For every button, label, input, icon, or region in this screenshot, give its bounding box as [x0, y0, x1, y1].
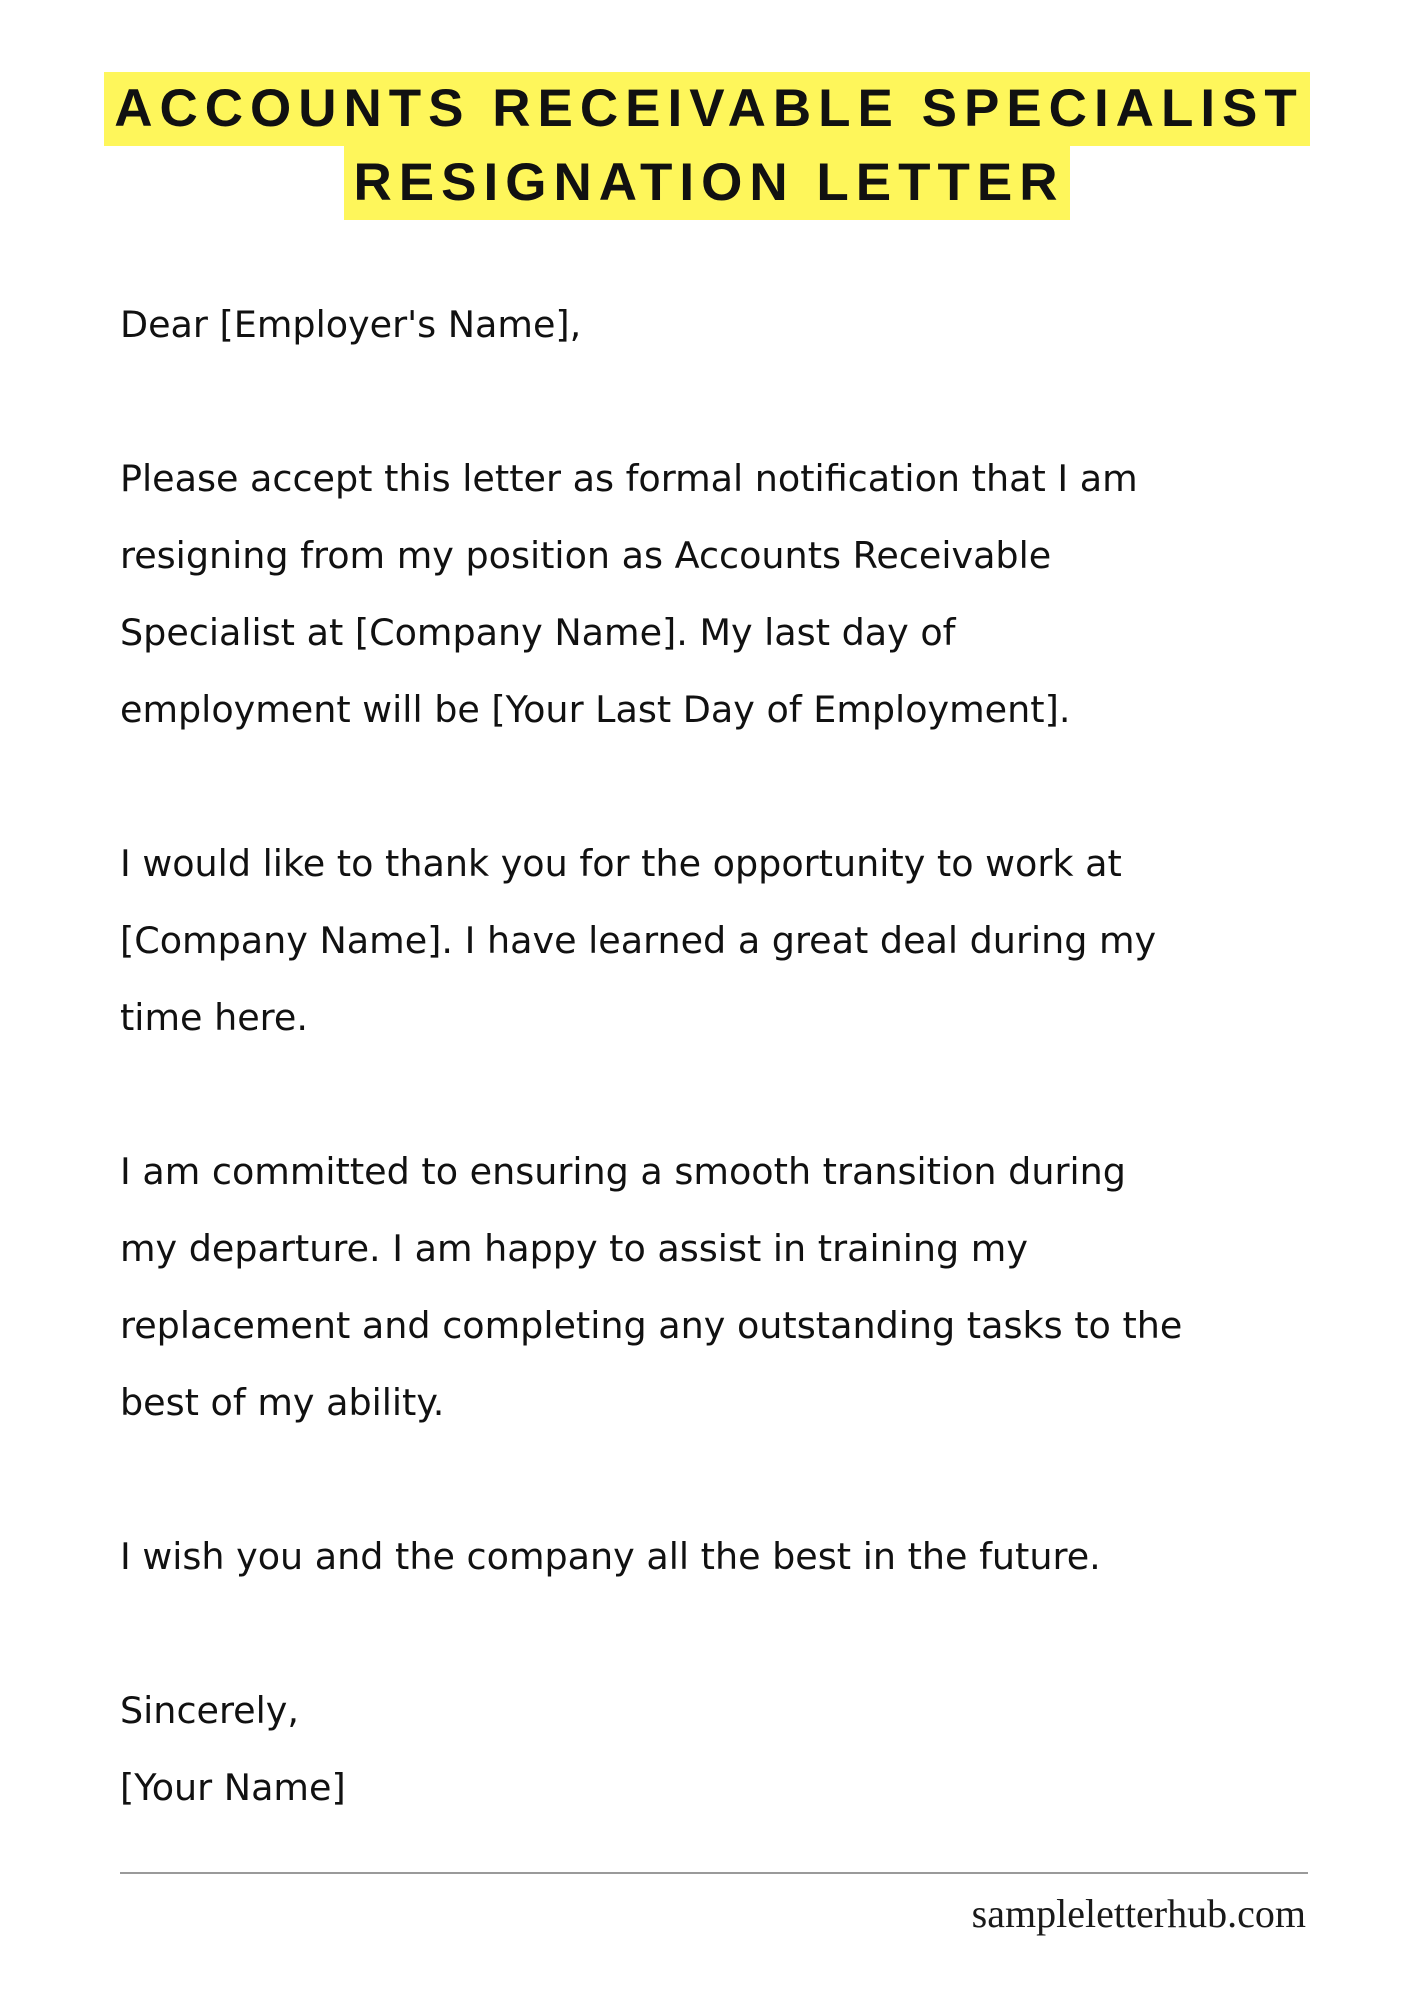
paragraph-line: replacement and completing any outstanding tasks to the — [120, 1304, 1183, 1347]
footer-divider — [120, 1872, 1308, 1874]
paragraph-line: time here. — [120, 996, 308, 1039]
letter-body — [120, 286, 1360, 1826]
paragraph-line: Specialist at [Company Name]. My last day of — [120, 611, 956, 654]
paragraph-line: [Company Name]. I have learned a great deal during my — [120, 919, 1157, 962]
title-line-1: ACCOUNTS RECEIVABLE SPECIALIST — [104, 72, 1310, 146]
document-title — [0, 72, 1414, 220]
paragraph-transition — [120, 1133, 1360, 1441]
paragraph-line: employment will be [Your Last Day of Employment]. — [120, 688, 1071, 731]
signature-placeholder: [Your Name] — [120, 1766, 346, 1809]
closing: Sincerely, — [120, 1689, 299, 1732]
paragraph-line: Please accept this letter as formal notification that I am — [120, 457, 1138, 500]
paragraph-line: my departure. I am happy to assist in training my — [120, 1227, 1028, 1270]
salutation: Dear [Employer's Name], — [120, 303, 582, 346]
paragraph-notification — [120, 440, 1360, 748]
paragraph-line: I wish you and the company all the best in the future. — [120, 1535, 1101, 1578]
paragraph-wishes — [120, 1518, 1360, 1595]
paragraph-line: resigning from my position as Accounts Receivable — [120, 534, 1052, 577]
website-label: sampleletterhub.com — [971, 1891, 1306, 1936]
title-line-2: RESIGNATION LETTER — [344, 146, 1071, 220]
paragraph-thanks — [120, 825, 1360, 1056]
paragraph-line: I am committed to ensuring a smooth transition during — [120, 1150, 1126, 1193]
paragraph-line: best of my ability. — [120, 1381, 445, 1424]
paragraph-line: I would like to thank you for the opportunity to work at — [120, 842, 1122, 885]
